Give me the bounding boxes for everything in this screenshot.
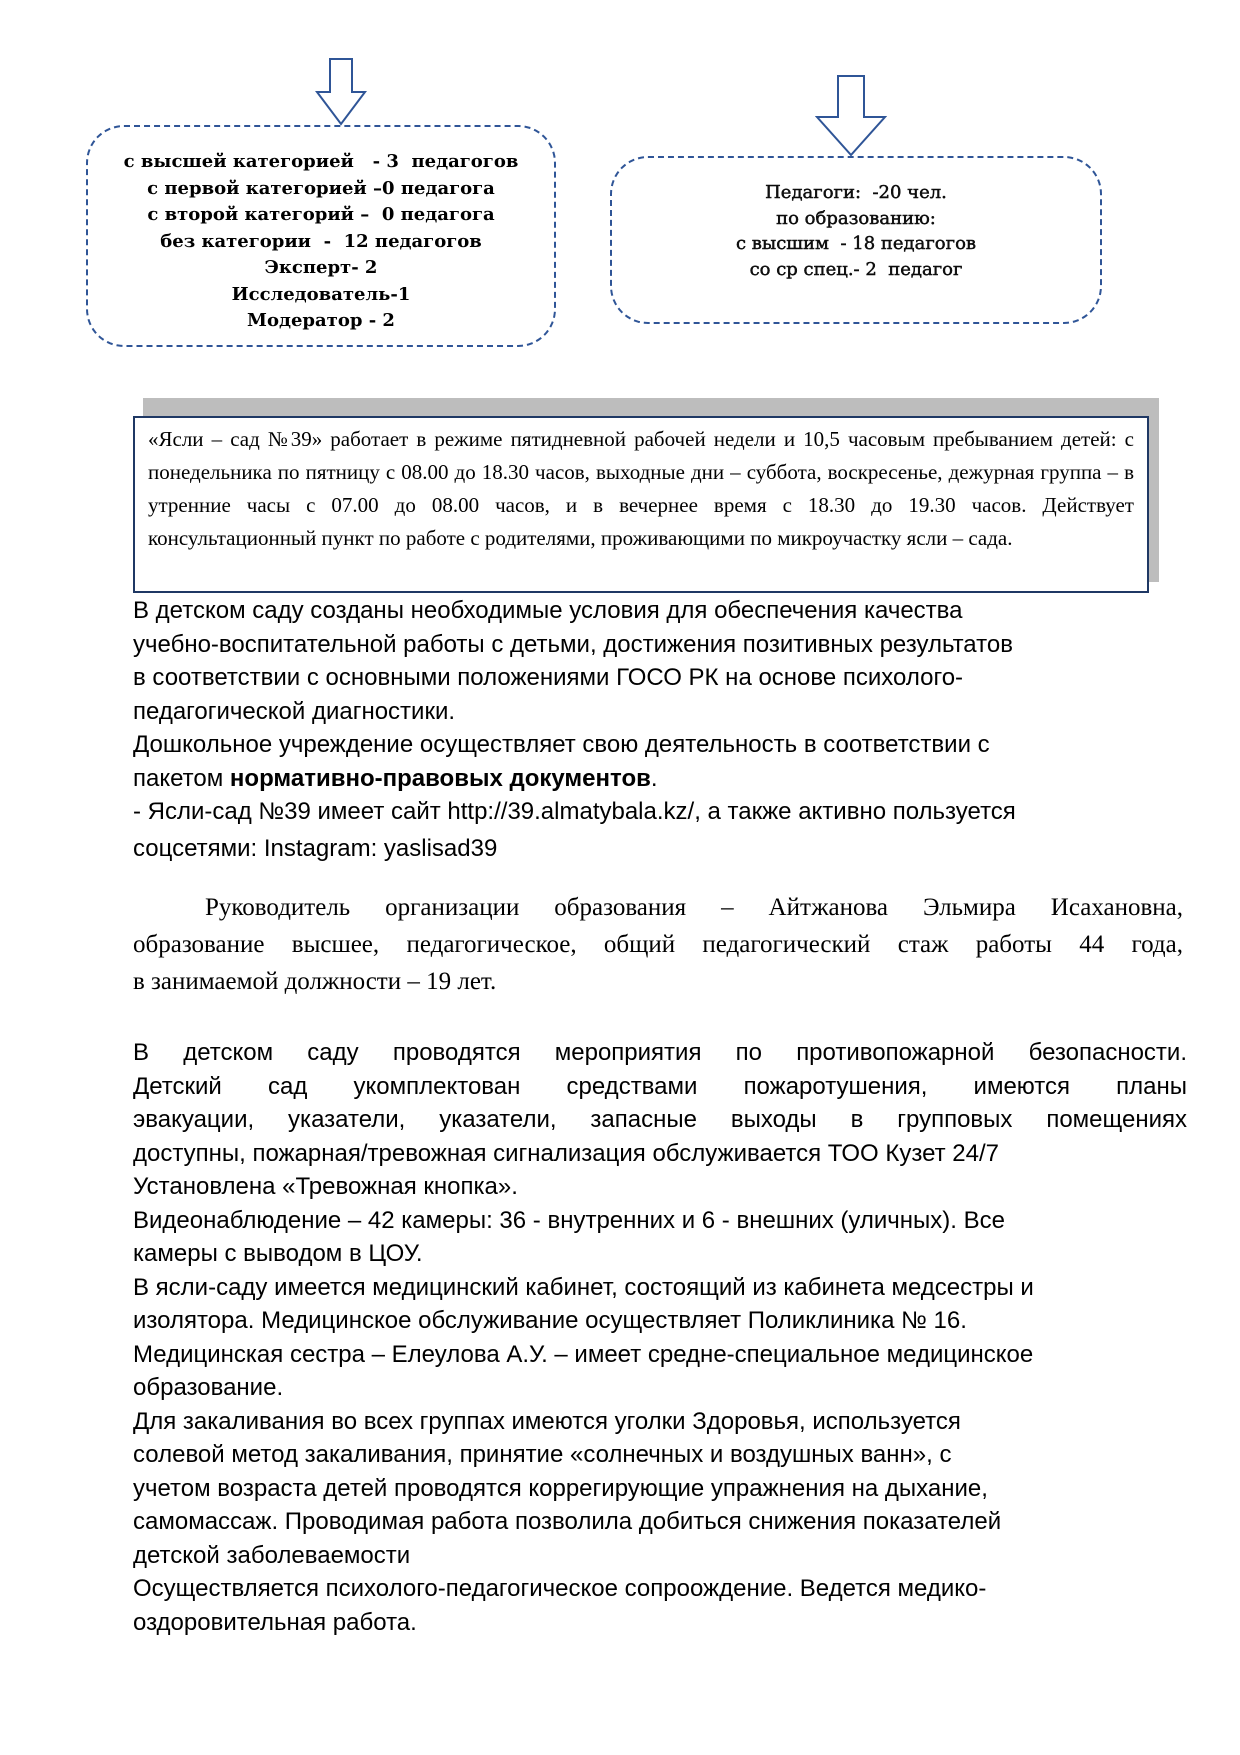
- documents-bold: нормативно-правовых документов: [229, 764, 651, 792]
- documents-prefix: пакетом: [133, 764, 230, 792]
- documents-line: [133, 762, 1187, 796]
- text-line: учетом возраста детей проводятся коррегирующие упражнения на дыхание,: [133, 1474, 988, 1502]
- category-line: с первой категорией –0 педагога: [147, 177, 495, 199]
- category-line: без категории - 12 педагогов: [160, 230, 482, 252]
- text-line: детской заболеваемости: [133, 1541, 411, 1569]
- category-line: Эксперт- 2: [264, 257, 378, 278]
- category-line: Исследователь-1: [231, 283, 411, 305]
- text-line: Осуществляется психолого-педагогическое сопроождение. Ведется медико-: [133, 1575, 987, 1602]
- documents-suffix: .: [650, 764, 658, 792]
- text-line: учебно-воспитательной работы с детьми, достижения позитивных результатов: [133, 630, 1013, 658]
- text-line: Для закаливания во всех группах имеются уголки Здоровья, используется: [133, 1407, 961, 1435]
- text-line: Установлена «Тревожная кнопка».: [133, 1173, 518, 1200]
- category-line: с второй категорий – 0 педагога: [147, 204, 495, 225]
- text-line: эвакуации, указатели, указатели, запасные выходы в групповых помещениях: [133, 1106, 1187, 1133]
- conditions-paragraph: [133, 594, 1187, 865]
- teacher-education-box: [610, 156, 1102, 324]
- text-line: в занимаемой должности – 19 лет.: [133, 968, 497, 995]
- text-line: солевой метод закаливания, принятие «солнечных и воздушных ванн», с: [133, 1441, 952, 1468]
- text-line: В детском саду проводятся мероприятия по противопожарной безопасности.: [133, 1039, 1187, 1066]
- education-line: со ср спец.- 2 педагог: [749, 258, 963, 280]
- education-line: Педагоги: -20 чел.: [765, 182, 947, 203]
- director-paragraph: [133, 889, 1183, 1000]
- social-line: соцсетями: Instagram: yaslisad39: [133, 834, 498, 862]
- text-line: оздоровительная работа.: [133, 1608, 417, 1636]
- down-arrow-icon: [315, 58, 367, 126]
- text-line: образование высшее, педагогическое, общий педагогический стаж работы 44 года,: [133, 931, 1183, 958]
- schedule-box: «Ясли – сад №39» работает в режиме пятидневной рабочей недели и 10,5 часовым пребыванием детей: с понедельника по пятницу с 08.00 до 18.30 часов, выходные дни – суббота, воскресенье, дежурная группа – в утренние часы с 07.00 до 08.00 часов, и в вечернее время с 18.30 до 19.30 часов. Действует консультационный пункт по работе с родителями, проживающими по микроучастку ясли – сада.: [133, 416, 1149, 593]
- text-line: педагогической диагностики.: [133, 697, 456, 725]
- text-line: Руководитель организации образования – Айтжанова Эльмира Исахановна,: [205, 894, 1183, 921]
- category-line: Модератор - 2: [247, 310, 395, 331]
- text-line: Видеонаблюдение – 42 камеры: 36 - внутренних и 6 - внешних (уличных). Все: [133, 1206, 1005, 1234]
- text-line: камеры с выводом в ЦОУ.: [133, 1240, 423, 1267]
- safety-paragraph: [133, 1036, 1187, 1639]
- education-line: по образованию:: [776, 207, 936, 229]
- text-line: в соответствии с основными положениями ГОСО РК на основе психолого-: [133, 664, 964, 691]
- text-line: Медицинская сестра – Елеулова А.У. – имеет средне-специальное медицинское: [133, 1340, 1034, 1368]
- category-line: с высшей категорией - 3 педагогов: [123, 151, 519, 172]
- education-line: с высшим - 18 педагогов: [735, 233, 977, 254]
- text-line: Дошкольное учреждение осуществляет свою деятельность в соответствии с: [133, 731, 990, 758]
- text-line: доступны, пожарная/тревожная сигнализация обслуживается ТОО Кузет 24/7: [133, 1139, 999, 1167]
- text-line: изолятора. Медицинское обслуживание осуществляет Поликлиника № 16.: [133, 1307, 967, 1334]
- website-line: - Ясли-сад №39 имеет сайт http://39.almatybala.kz/, а также активно пользуется: [133, 798, 1016, 825]
- text-line: В ясли-саду имеется медицинский кабинет, состоящий из кабинета медсестры и: [133, 1273, 1034, 1301]
- text-line: образование.: [133, 1374, 284, 1401]
- down-arrow-icon: [815, 75, 887, 157]
- text-line: В детском саду созданы необходимые условия для обеспечения качества: [133, 597, 963, 624]
- teacher-categories-box: [86, 125, 556, 347]
- text-line: самомассаж. Проводимая работа позволила добиться снижения показателей: [133, 1508, 1002, 1535]
- text-line: Детский сад укомплектован средствами пожаротушения, имеются планы: [133, 1072, 1187, 1100]
